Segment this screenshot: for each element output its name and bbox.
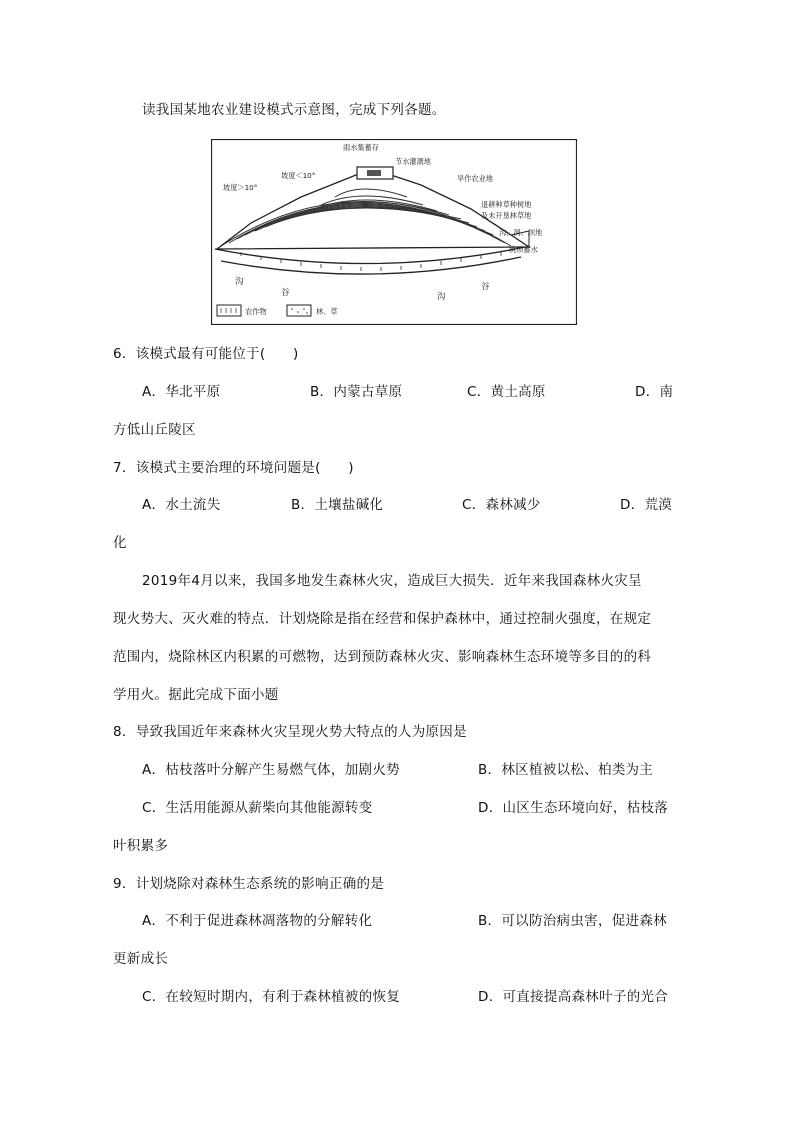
q6-option-a[interactable]: A．华北平原	[142, 384, 221, 400]
label-convert-2: 及未开垦林草地	[481, 211, 532, 220]
label-dry-farm: 旱作农业地	[457, 174, 493, 183]
label-slope-lt: 坡度＜10°	[281, 171, 316, 180]
passage-line-3: 范围内，烧除林区内积累的可燃物，达到预防森林火灾、影响森林生态环境等多目的的科	[113, 649, 652, 665]
q9-option-b[interactable]: B．可以防治病虫害，促进森林	[478, 913, 667, 929]
q7-option-b[interactable]: B．土壤盐碱化	[291, 497, 384, 513]
passage-line-2: 现火势大、灭火难的特点．计划烧除是指在经营和保护森林中，通过控制火强度，在规定	[113, 611, 652, 627]
legend-crops: 农作物	[245, 307, 267, 316]
q7-option-d-cont: 化	[113, 535, 127, 551]
label-valley-right-1: 沟	[437, 292, 446, 302]
q7-option-a[interactable]: A．水土流失	[142, 497, 221, 513]
q6-stem: 6．该模式最有可能位于( )	[113, 346, 299, 362]
label-valley-right-2: 谷	[481, 282, 490, 292]
q8-option-d[interactable]: D．山区生态环境向好，枯枝落	[478, 800, 669, 816]
legend-forest: 林、草	[316, 307, 338, 316]
q7-stem: 7．该模式主要治理的环境问题是( )	[113, 460, 354, 476]
q9-option-c[interactable]: C．在较短时期内，有利于森林植被的恢复	[142, 989, 401, 1005]
label-slope-gt: 坡度＞10°	[223, 183, 258, 192]
q9-option-a[interactable]: A．不利于促进森林凋落物的分解转化	[142, 913, 373, 929]
q8-option-b[interactable]: B．林区植被以松、柏类为主	[478, 762, 654, 778]
label-gully: 沟、洞、坝地	[499, 228, 543, 237]
q8-option-c[interactable]: C．生活用能源从薪柴向其他能源转变	[142, 800, 373, 816]
q6-option-d-cont: 方低山丘陵区	[113, 422, 196, 438]
q7-option-d[interactable]: D．荒漠	[620, 497, 673, 513]
label-irrigated: 节水灌溉地	[395, 157, 431, 166]
passage-line-4: 学用火。据此完成下面小题	[113, 687, 279, 703]
q8-option-a[interactable]: A．枯枝落叶分解产生易燃气体，加剧火势	[142, 762, 400, 778]
q8-option-d-cont: 叶积累多	[113, 838, 169, 854]
q9-stem: 9．计划烧除对森林生态系统的影响正确的是	[113, 876, 385, 892]
q7-option-c[interactable]: C．森林减少	[462, 497, 541, 513]
label-rain-storage: 雨水集蓄存	[343, 143, 379, 152]
q6-option-b[interactable]: B．内蒙古草原	[310, 384, 403, 400]
q9-option-b-cont: 更新成长	[113, 951, 169, 967]
q6-option-c[interactable]: C．黄土高原	[467, 384, 546, 400]
q6-option-d[interactable]: D．南	[635, 384, 674, 400]
agriculture-model-diagram	[211, 139, 577, 325]
q8-stem: 8．导致我国近年来森林火灾呈现火势大特点的人为原因是	[113, 724, 467, 740]
intro-text: 读我国某地农业建设模式示意图，完成下列各题。	[142, 102, 446, 118]
label-convert-1: 退耕种草种树地	[481, 200, 532, 209]
label-dam: 筑坝蓄水	[509, 245, 538, 254]
passage-line-1: 2019年4月以来，我国多地发生森林火灾，造成巨大损失．近年来我国森林火灾呈	[142, 573, 642, 589]
q9-option-d[interactable]: D．可直接提高森林叶子的光合	[478, 989, 669, 1005]
label-valley-left-1: 沟	[235, 277, 244, 287]
label-valley-left-2: 谷	[281, 288, 290, 298]
